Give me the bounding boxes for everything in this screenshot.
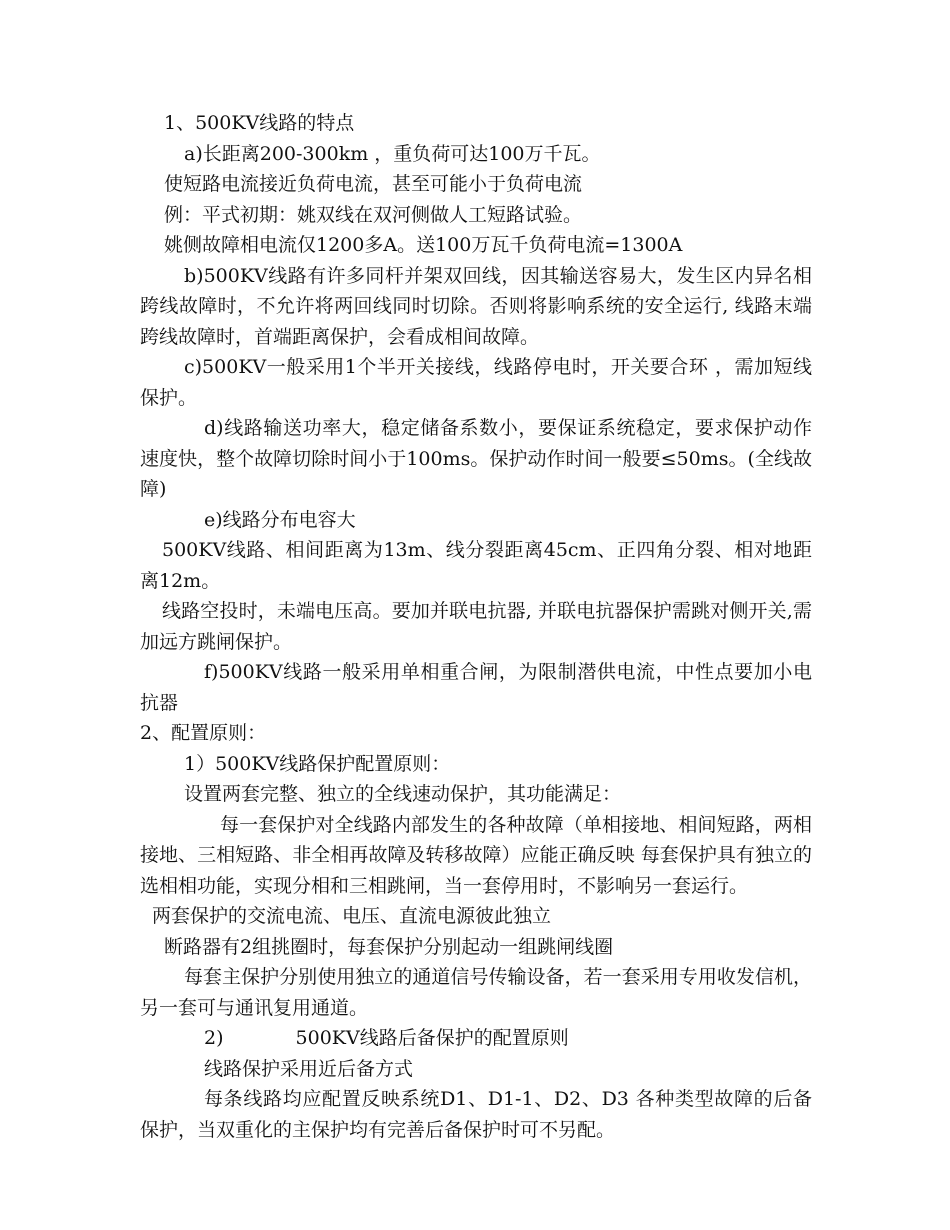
section-heading-1: 1、500KV线路的特点 bbox=[164, 112, 355, 134]
paragraph-a: a)长距离200-300km ，重负荷可达100万千瓦。 bbox=[184, 142, 601, 165]
paragraph-c: c)500KV一般采用1个半开关接线，线路停电时，开关要合环 ，需加短线保护。 bbox=[140, 356, 812, 409]
paragraph-trip-coils: 断路器有2组挑圈时，每套保护分别起动一组跳闸线圈 bbox=[164, 935, 614, 958]
paragraph-independent-sources: 两套保护的交流电流、电压、直流电源彼此独立 bbox=[152, 905, 552, 927]
paragraph-backup-config: 每条线路均应配置反映系统D1、D1-1、D2、D3 各种类型故障的后备保护，当双重化的主保护均有完善后备保护时可不另配。 bbox=[140, 1088, 812, 1141]
paragraph-short-circuit: 使短路电流接近负荷电流，甚至可能小于负荷电流 bbox=[164, 173, 583, 195]
subheading-2-title: 500KV线路后备保护的配置原则 bbox=[295, 1027, 569, 1049]
paragraph-example: 例：平式初期：姚双线在双河侧做人工短路试验。 bbox=[164, 203, 583, 226]
paragraph-each-set: 每一套保护对全线路内部发生的各种故障（单相接地、相间短路，两相接地、三相短路、非全相再故障及转移故障）应能正确反映 每套保护具有独立的选相相功能，实现分相和三相跳闸，当一套停用时，不影响另一套运行。 bbox=[140, 813, 812, 897]
paragraph-distances: 500KV线路、相间距离为13m、线分裂距离45cm、正四角分裂、相对地距离12m。 bbox=[140, 539, 812, 592]
paragraph-d: d)线路输送功率大，稳定储备系数小，要保证系统稳定，要求保护动作速度快，整个故障切除时间小于100ms。保护动作时间一般要≤50ms。(全线故障) bbox=[140, 417, 812, 500]
paragraph-f: f)500KV线路一般采用单相重合闸，为限制潜供电流，中性点要加小电抗器 bbox=[140, 661, 812, 714]
paragraph-no-load: 线路空投时，未端电压高。要加并联电抗器, 并联电抗器保护需跳对侧开关,需加远方跳闸保护。 bbox=[140, 600, 812, 653]
paragraph-channels: 每套主保护分别使用独立的通道信号传输设备，若一套采用专用收发信机，另一套可与通讯复用通道。 bbox=[140, 966, 812, 1019]
paragraph-b: b)500KV线路有许多同杆并架双回线，因其输送容易大，发生区内异名相跨线故障时，不允许将两回线同时切除。否则将影响系统的安全运行, 线路末端跨线故障时，首端距离保护，会看成相间故障。 bbox=[140, 264, 812, 348]
subheading-2 bbox=[140, 1023, 812, 1054]
subheading-2-number: 2) bbox=[204, 1027, 224, 1049]
paragraph-e: e)线路分布电容大 bbox=[204, 508, 356, 531]
paragraph-two-sets: 设置两套完整、独立的全线速动保护，其功能满足： bbox=[184, 783, 622, 805]
document-body bbox=[140, 108, 812, 1145]
paragraph-near-backup: 线路保护采用近后备方式 bbox=[204, 1057, 414, 1080]
subheading-1: 1）500KV线路保护配置原则： bbox=[184, 752, 451, 775]
paragraph-fault-current: 姚侧故障相电流仅1200多A。送100万瓦千负荷电流=1300A bbox=[164, 234, 683, 256]
section-heading-2: 2、配置原则： bbox=[140, 722, 267, 744]
